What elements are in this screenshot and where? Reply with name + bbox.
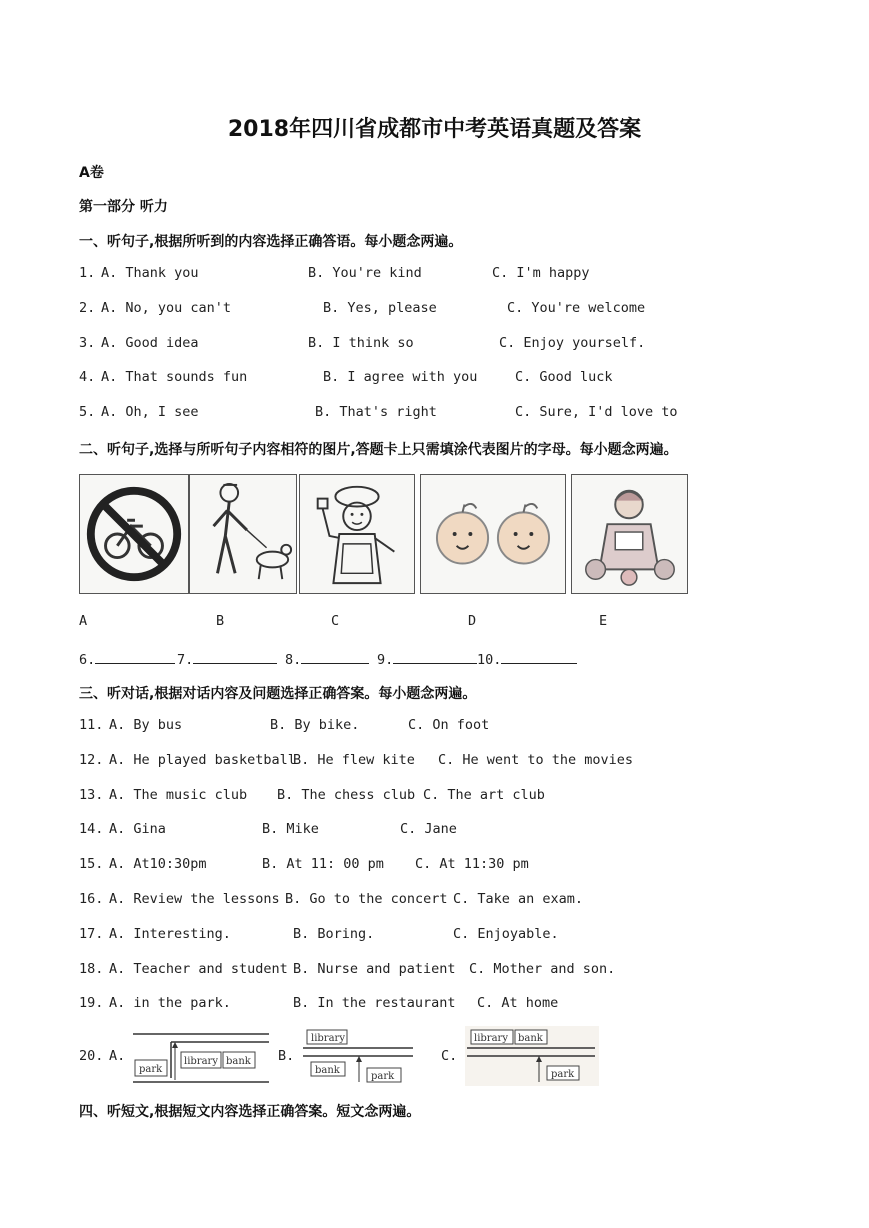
street-map-c-icon [465, 1026, 599, 1086]
option-a[interactable]: A. [109, 1048, 126, 1064]
option-c[interactable]: C. Take an exam. [453, 891, 584, 907]
picture-a-no-bikes [79, 474, 189, 594]
option-c[interactable]: C. Jane [400, 821, 457, 837]
option-b[interactable]: B. He flew kite [293, 752, 415, 768]
question-number: 5. [79, 404, 96, 420]
option-c[interactable]: C. On foot [408, 717, 490, 733]
option-c[interactable]: C. [441, 1048, 458, 1064]
section1-heading: 一、听句子,根据所听到的内容选择正确答语。每小题念两遍。 [79, 234, 463, 250]
question-number: 15. [79, 856, 104, 872]
reading-girl-icon [572, 475, 687, 593]
picture-letter: A [79, 613, 88, 629]
option-c[interactable]: C. Sure, I'd love to [515, 404, 678, 420]
option-c[interactable]: C. Good luck [515, 369, 613, 385]
option-a[interactable]: A. in the park. [109, 995, 231, 1011]
map-label-park: park [371, 1071, 395, 1082]
option-b[interactable]: B. Go to the concert [285, 891, 448, 907]
option-b[interactable]: B. Yes, please [323, 300, 437, 316]
option-b[interactable]: B. Mike [262, 821, 319, 837]
blank-8[interactable]: 8. [285, 649, 369, 668]
question-number: 18. [79, 961, 104, 977]
option-b[interactable]: B. Nurse and patient [293, 961, 456, 977]
map-label-library: library [474, 1033, 508, 1044]
option-b[interactable]: B. You're kind [308, 265, 422, 281]
option-a[interactable]: A. Gina [109, 821, 166, 837]
street-map-a-icon [131, 1026, 271, 1086]
fruit-faces-icon [421, 475, 565, 593]
option-c[interactable]: C. Enjoyable. [453, 926, 559, 942]
option-c[interactable]: C. The art club [423, 787, 545, 803]
section3-heading: 三、听对话,根据对话内容及问题选择正确答案。每小题念两遍。 [79, 686, 477, 702]
question-number: 20. [79, 1048, 104, 1064]
option-c[interactable]: C. Mother and son. [469, 961, 616, 977]
option-b[interactable]: B. I think so [308, 335, 414, 351]
option-b[interactable]: B. Boring. [293, 926, 375, 942]
option-c[interactable]: C. He went to the movies [438, 752, 634, 768]
question-number: 13. [79, 787, 104, 803]
picture-e-girl-reading [571, 474, 688, 594]
map-label-bank: bank [518, 1033, 543, 1044]
map-label-library: library [311, 1033, 345, 1044]
option-a[interactable]: A. By bus [109, 717, 183, 733]
section2-heading: 二、听句子,选择与所听句子内容相符的图片,答题卡上只需填涂代表图片的字母。每小题念两遍。 [79, 442, 678, 458]
question-number: 11. [79, 717, 104, 733]
cook-icon [300, 475, 414, 593]
map-label-park: park [551, 1069, 575, 1080]
question-number: 2. [79, 300, 96, 316]
section4-heading: 四、听短文,根据短文内容选择正确答案。短文念两遍。 [79, 1104, 421, 1120]
map-option-b [301, 1026, 417, 1086]
option-b[interactable]: B. By bike. [270, 717, 360, 733]
option-a[interactable]: A. Good idea [101, 335, 199, 351]
blank-6[interactable]: 6. [79, 649, 175, 668]
blank-7[interactable]: 7. [177, 649, 277, 668]
picture-letter: C [331, 613, 340, 629]
question-number: 19. [79, 995, 104, 1011]
blank-10[interactable]: 10. [477, 649, 577, 668]
page-title: 2018年四川省成都市中考英语真题及答案 [227, 117, 642, 142]
question-number: 3. [79, 335, 96, 351]
paper-section-label: A卷 [79, 165, 104, 181]
map-label-bank: bank [226, 1056, 251, 1067]
part-heading: 第一部分 听力 [79, 199, 168, 215]
option-c[interactable]: C. You're welcome [507, 300, 646, 316]
man-with-dog-icon [190, 475, 296, 593]
question-number: 1. [79, 265, 96, 281]
question-number: 16. [79, 891, 104, 907]
picture-d-fruits [420, 474, 566, 594]
option-a[interactable]: A. At10:30pm [109, 856, 207, 872]
question-number: 12. [79, 752, 104, 768]
option-a[interactable]: A. Review the lessons [109, 891, 280, 907]
map-label-bank: bank [315, 1065, 340, 1076]
option-c[interactable]: C. Enjoy yourself. [499, 335, 646, 351]
question-number: 4. [79, 369, 96, 385]
option-a[interactable]: A. Teacher and student [109, 961, 288, 977]
picture-b-man-walking-dog [189, 474, 297, 594]
option-c[interactable]: C. At 11:30 pm [415, 856, 529, 872]
option-c[interactable]: C. At home [477, 995, 559, 1011]
picture-letter: B [216, 613, 225, 629]
map-option-c [465, 1026, 599, 1086]
map-option-a [131, 1026, 271, 1086]
option-a[interactable]: A. Interesting. [109, 926, 231, 942]
option-b[interactable]: B. [278, 1048, 295, 1064]
option-b[interactable]: B. At 11: 00 pm [262, 856, 384, 872]
map-label-park: park [139, 1064, 163, 1075]
option-a[interactable]: A. Thank you [101, 265, 199, 281]
street-map-b-icon [301, 1026, 417, 1086]
option-a[interactable]: A. Oh, I see [101, 404, 199, 420]
picture-letter: E [599, 613, 608, 629]
option-b[interactable]: B. The chess club [277, 787, 416, 803]
question-number: 17. [79, 926, 104, 942]
option-a[interactable]: A. No, you can't [101, 300, 232, 316]
blank-9[interactable]: 9. [377, 649, 477, 668]
question-number: 14. [79, 821, 104, 837]
option-b[interactable]: B. I agree with you [323, 369, 478, 385]
option-b[interactable]: B. That's right [315, 404, 437, 420]
picture-letter: D [468, 613, 477, 629]
picture-c-cook [299, 474, 415, 594]
map-label-library: library [184, 1056, 218, 1067]
no-bicycle-icon [80, 475, 188, 593]
option-a[interactable]: A. The music club [109, 787, 248, 803]
option-a[interactable]: A. That sounds fun [101, 369, 248, 385]
option-a[interactable]: A. He played basketball [109, 752, 296, 768]
option-c[interactable]: C. I'm happy [492, 265, 590, 281]
option-b[interactable]: B. In the restaurant [293, 995, 456, 1011]
